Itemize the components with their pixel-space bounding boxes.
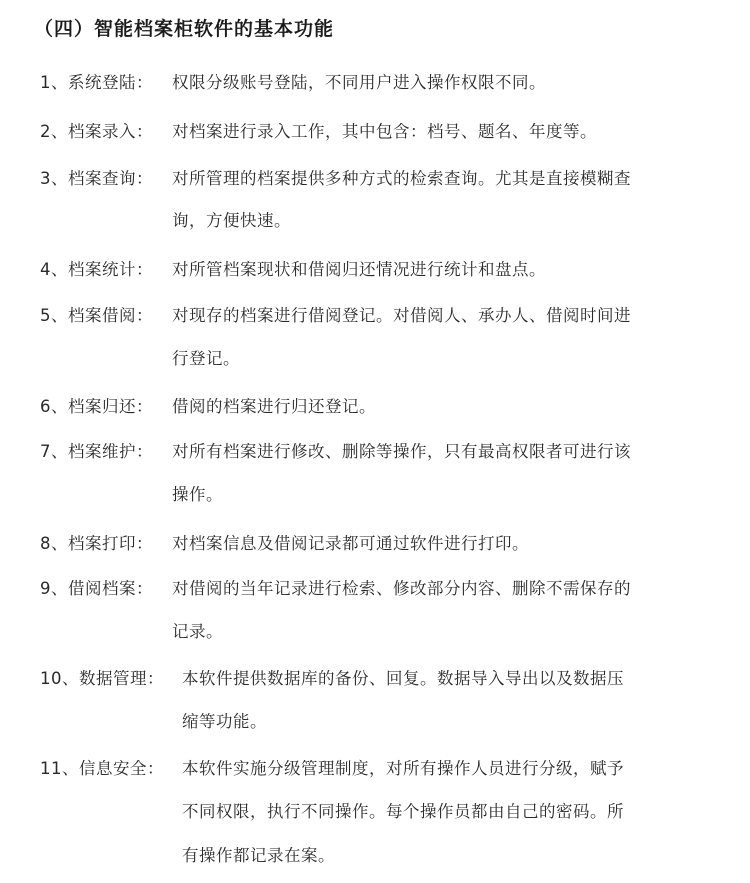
item-text: 借阅的档案进行归还登记。 xyxy=(172,397,376,416)
item-text: 对所管档案现状和借阅归还情况进行统计和盘点。 xyxy=(172,260,546,279)
item-text: 对所有档案进行修改、删除等操作，只有最高权限者可进行该 xyxy=(172,442,631,461)
item-text: 对现存的档案进行借阅登记。对借阅人、承办人、借阅时间进 xyxy=(172,306,631,325)
item-text: 对档案进行录入工作，其中包含：档号、题名、年度等。 xyxy=(172,122,597,141)
item-text: 对所管理的档案提供多种方式的检索查询。尤其是直接模糊查 xyxy=(172,169,631,188)
item-label: 3、档案查询： xyxy=(40,169,153,188)
item-label: 7、档案维护： xyxy=(40,442,153,461)
item-text-continued: 不同权限，执行不同操作。每个操作员都由自己的密码。所 xyxy=(182,802,624,821)
item-text: 对档案信息及借阅记录都可通过软件进行打印。 xyxy=(172,534,529,553)
item-label: 2、档案录入： xyxy=(40,122,153,141)
item-text: 本软件提供数据库的备份、回复。数据导入导出以及数据压 xyxy=(182,669,624,688)
item-label: 1、系统登陆： xyxy=(40,73,153,92)
item-text: 本软件实施分级管理制度，对所有操作人员进行分级，赋予 xyxy=(182,759,624,778)
item-label: 8、档案打印： xyxy=(40,534,153,553)
item-label: 11、信息安全： xyxy=(40,759,164,778)
item-label: 9、借阅档案： xyxy=(40,579,153,598)
item-text-continued: 缩等功能。 xyxy=(182,712,267,731)
item-text-continued: 记录。 xyxy=(172,622,223,641)
item-text-continued: 行登记。 xyxy=(172,349,240,368)
item-label: 4、档案统计： xyxy=(40,260,153,279)
item-text-continued: 操作。 xyxy=(172,485,223,504)
item-text-continued: 有操作都记录在案。 xyxy=(182,846,335,865)
item-text-continued: 询，方便快速。 xyxy=(172,211,291,230)
page-title: （四）智能档案柜软件的基本功能 xyxy=(34,18,335,40)
item-label: 10、数据管理： xyxy=(40,669,164,688)
item-label: 6、档案归还： xyxy=(40,397,153,416)
item-text: 对借阅的当年记录进行检索、修改部分内容、删除不需保存的 xyxy=(172,579,631,598)
item-label: 5、档案借阅： xyxy=(40,306,153,325)
item-text: 权限分级账号登陆，不同用户进入操作权限不同。 xyxy=(172,73,546,92)
